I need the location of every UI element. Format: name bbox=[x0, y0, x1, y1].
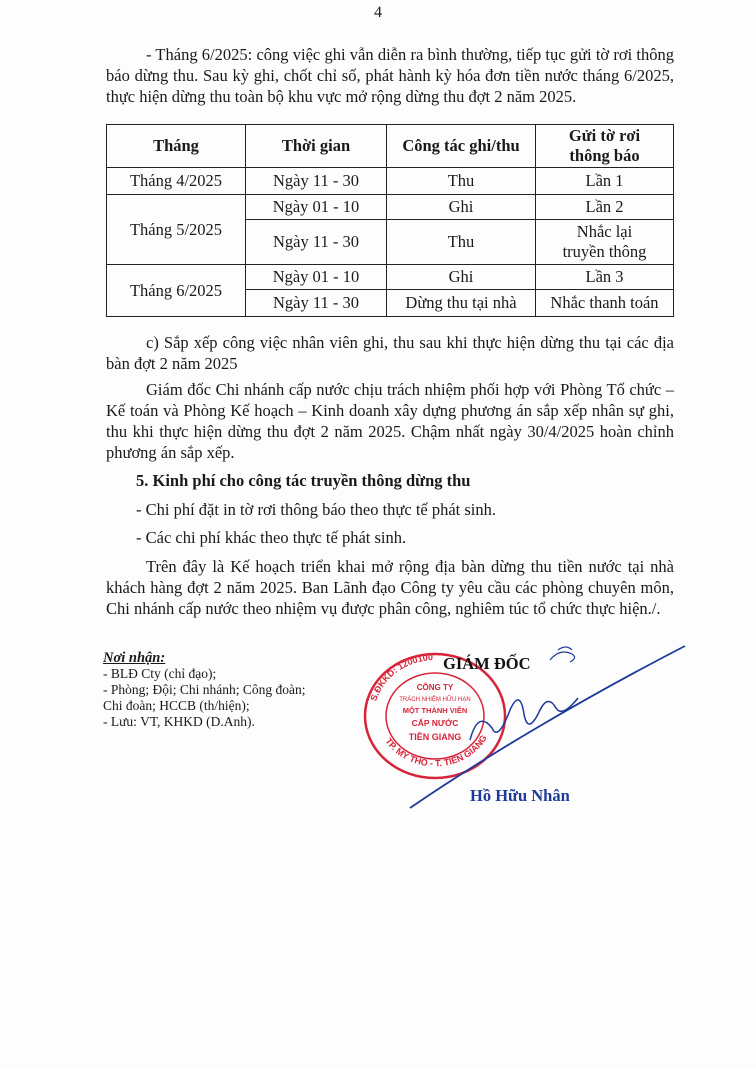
section-5-heading: 5. Kinh phí cho công tác truyền thông dừng thu bbox=[136, 471, 471, 490]
signature-scribble-icon bbox=[400, 640, 690, 810]
month-cell: Tháng 4/2025 bbox=[107, 168, 246, 195]
recipient-item: - Lưu: VT, KHKD (D.Anh). bbox=[103, 714, 255, 729]
task-cell: Ghi bbox=[387, 195, 536, 220]
table-row bbox=[107, 195, 674, 220]
schedule-table bbox=[106, 124, 674, 317]
time-cell: Ngày 11 - 30 bbox=[246, 168, 387, 195]
header-month: Tháng bbox=[107, 125, 246, 168]
header-flyer: Gửi tờ rơi thông báo bbox=[536, 125, 674, 168]
flyer-cell: Lần 3 bbox=[536, 265, 674, 290]
header-time: Thời gian bbox=[246, 125, 387, 168]
recipients-title: Nơi nhận: bbox=[103, 650, 166, 666]
section-c-paragraph: c) Sắp xếp công việc nhân viên ghi, thu sau khi thực hiện dừng thu tại các địa bàn đợt 2 năm 2025 bbox=[106, 333, 674, 373]
time-cell: Ngày 01 - 10 bbox=[246, 265, 387, 290]
flyer-cell: Nhắc lại truyền thông bbox=[536, 220, 674, 265]
flyer-cell: Nhắc thanh toán bbox=[536, 290, 674, 317]
table-row bbox=[107, 168, 674, 195]
recipient-item: - BLĐ Cty (chỉ đạo); bbox=[103, 666, 217, 681]
seal-line: CÔNG TY bbox=[416, 683, 454, 692]
recipient-item: - Phòng; Đội; Chi nhánh; Công đoàn; Chi đoàn; HCCB (th/hiện); bbox=[103, 682, 306, 713]
intro-paragraph: - Tháng 6/2025: công việc ghi vẫn diễn ra bình thường, tiếp tục gửi tờ rơi thông báo dừng thu. Sau kỳ ghi, chốt chỉ số, phát hành kỳ hóa đơn tiền nước tháng 6/2025, thực hiện dừng thu toàn bộ khu vực mở rộng dừng thu đợt 2 năm 2025. bbox=[106, 45, 674, 106]
task-cell: Ghi bbox=[387, 265, 536, 290]
month-cell: Tháng 5/2025 bbox=[107, 195, 246, 265]
month-cell: Tháng 6/2025 bbox=[107, 265, 246, 317]
task-cell: Dừng thu tại nhà bbox=[387, 290, 536, 317]
header-task: Công tác ghi/thu bbox=[387, 125, 536, 168]
signature-title: GIÁM ĐỐC bbox=[443, 654, 531, 673]
closing-paragraph: Trên đây là Kế hoạch triển khai mở rộng địa bàn dừng thu tiền nước tại nhà khách hàng đợt 2 năm 2025. Ban Lãnh đạo Công ty yêu cầu các phòng chuyên môn, Chi nhánh cấp nước theo nhiệm vụ được phân công, nghiêm túc tổ chức thực hiện./. bbox=[106, 557, 674, 618]
task-cell: Thu bbox=[387, 220, 536, 265]
director-paragraph: Giám đốc Chi nhánh cấp nước chịu trách nhiệm phối hợp với Phòng Tổ chức – Kế toán và Phòng Kế hoạch – Kinh doanh xây dựng phương án sắp xếp nhân sự ghi, thu khi thực hiện dừng thu đợt 2 năm 2025. Chậm nhất ngày 30/4/2025 hoàn chỉnh phương án sắp xếp. bbox=[106, 380, 674, 462]
signer-name: Hồ Hữu Nhân bbox=[470, 786, 570, 805]
recipients-block bbox=[103, 650, 313, 730]
seal-line: MỘT THÀNH VIÊN bbox=[402, 706, 468, 715]
seal-line: TRÁCH NHIỆM HỮU HẠN bbox=[399, 697, 471, 703]
seal-line: CẤP NƯỚC bbox=[411, 718, 459, 728]
flyer-cell: Lần 2 bbox=[536, 195, 674, 220]
table-header-row bbox=[107, 125, 674, 168]
seal-ring-bottom: TP. MỸ THO - T. TIỀN GIANG bbox=[383, 733, 489, 769]
table-row bbox=[107, 265, 674, 290]
seal-ring-top: S.ĐKKD: 1200100 bbox=[368, 651, 434, 703]
page-number: 4 bbox=[374, 4, 382, 21]
time-cell: Ngày 01 - 10 bbox=[246, 195, 387, 220]
time-cell: Ngày 11 - 30 bbox=[246, 290, 387, 317]
cost-item: - Các chi phí khác theo thực tế phát sinh. bbox=[136, 528, 407, 547]
seal-line: TIỀN GIANG bbox=[408, 732, 462, 742]
task-cell: Thu bbox=[387, 168, 536, 195]
flyer-cell: Lần 1 bbox=[536, 168, 674, 195]
cost-item: - Chi phí đặt in tờ rơi thông báo theo thực tế phát sinh. bbox=[136, 500, 497, 519]
time-cell: Ngày 11 - 30 bbox=[246, 220, 387, 265]
